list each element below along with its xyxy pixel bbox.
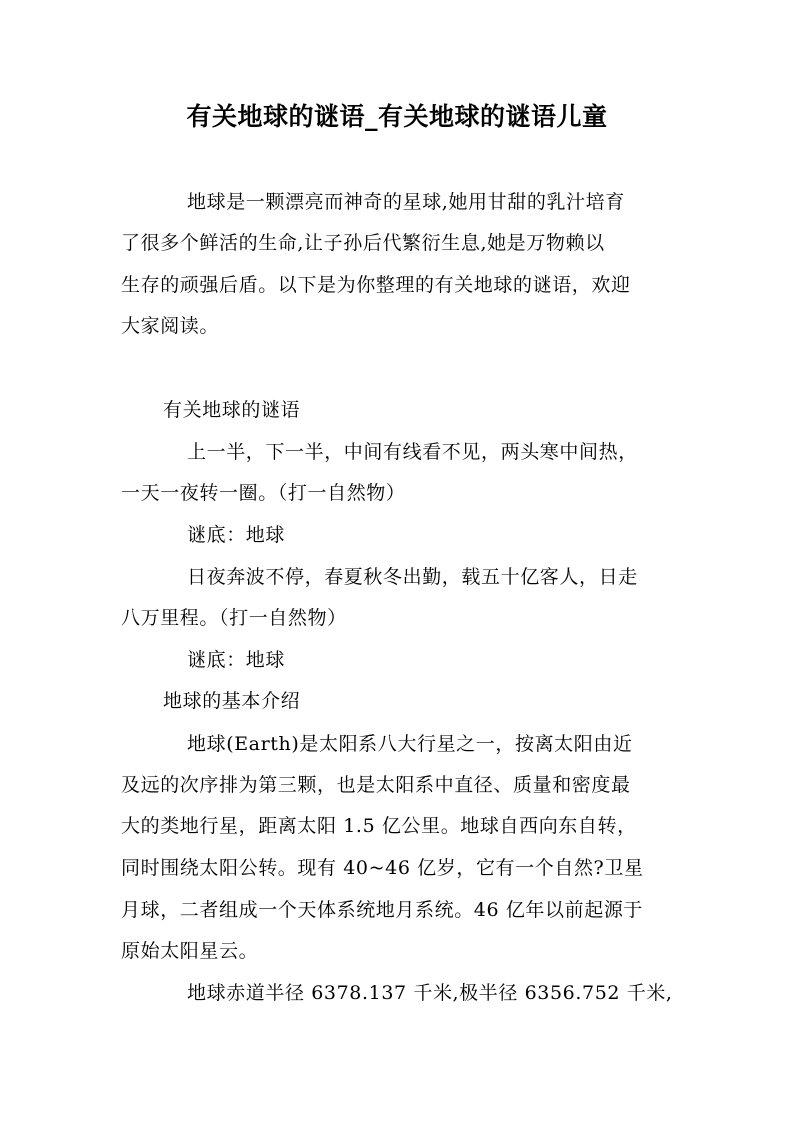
body-line: 及远的次序排为第三颗，也是太阳系中直径、质量和密度最: [121, 774, 631, 796]
section-heading-intro: 地球的基本介绍: [163, 690, 301, 712]
intro-line: 地球是一颗漂亮而神奇的星球,她用甘甜的乳汁培育: [187, 191, 625, 213]
riddle-line: 日夜奔波不停，春夏秋冬出勤，载五十亿客人，日走: [187, 566, 638, 588]
body-line: 地球赤道半径 6378.137 千米,极半径 6356.752 千米,: [187, 982, 673, 1004]
body-line: 地球(Earth)是太阳系八大行星之一，按离太阳由近: [187, 733, 633, 755]
body-line: 原始太阳星云。: [121, 940, 259, 962]
body-line: 月球，二者组成一个天体系统地月系统。46 亿年以前起源于: [121, 899, 644, 921]
riddle-line: 八万里程。（打一自然物）: [121, 607, 347, 629]
intro-line: 大家阅读。: [121, 315, 220, 337]
riddle-answer: 谜底：地球: [187, 524, 286, 546]
body-line: 同时围绕太阳公转。现有 40~46 亿岁，它有一个自然?卫星: [121, 857, 644, 879]
body-line: 大的类地行星，距离太阳 1.5 亿公里。地球自西向东自转，: [121, 815, 637, 837]
page-title: 有关地球的谜语_有关地球的谜语儿童: [186, 102, 608, 131]
section-heading-riddles: 有关地球的谜语: [163, 399, 301, 421]
intro-line: 了很多个鲜活的生命,让子孙后代繁衍生息,她是万物赖以: [121, 232, 605, 254]
riddle-line: 上一半，下一半，中间有线看不见，两头寒中间热，: [187, 441, 638, 463]
intro-line: 生存的顽强后盾。以下是为你整理的有关地球的谜语，欢迎: [121, 274, 631, 296]
riddle-answer: 谜底：地球: [187, 649, 286, 671]
riddle-line: 一天一夜转一圈。（打一自然物）: [121, 482, 406, 504]
